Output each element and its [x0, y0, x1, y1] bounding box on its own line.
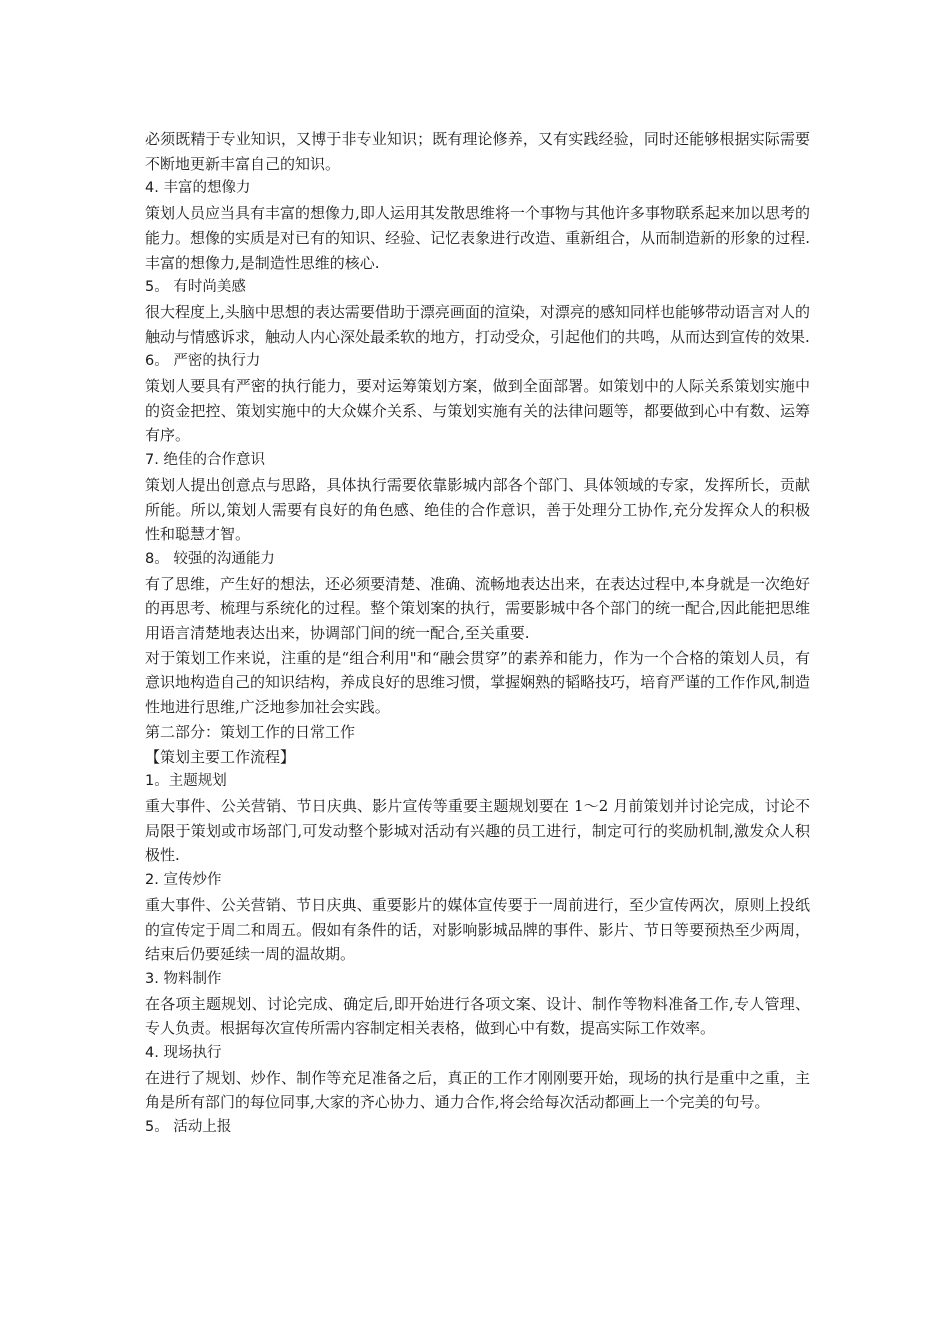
paragraph: 对于策划工作来说，注重的是“组合利用"和“融会贯穿”的素养和能力，作为一个合格的策划人员，有意识地构造自己的知识结构，养成良好的思维习惯，掌握娴熟的韬略技巧，培育严谨的工作作风,制造性地进行思维,广泛地参加社会实践。 [145, 648, 810, 717]
paragraph: 在进行了规划、炒作、制作等充足准备之后，真正的工作才刚刚要开始，现场的执行是重中之重，主角是所有部门的每位同事,大家的齐心协力、通力合作,将会给每次活动都画上一个完美的句号。 [145, 1068, 810, 1112]
document-body [145, 127, 810, 1140]
paragraph: 策划人员应当具有丰富的想像力,即人运用其发散思维将一个事物与其他许多事物联系起来加以思考的能力。想像的实质是对已有的知识、经验、记忆表象进行改造、重新组合，从而制造新的形象的过程.丰富的想像力,是制造性思维的核心. [145, 204, 810, 272]
section-heading: 5。 活动上报 [145, 1119, 232, 1136]
paragraph: 有了思维，产生好的想法，还必须要清楚、准确、流畅地表达出来，在表达过程中,本身就是一次绝好的再思考、梳理与系统化的过程。整个策划案的执行，需要影城中各个部门的统一配合,因此能把思维用语言清楚地表达出来，协调部门间的统一配合,至关重要. [145, 574, 810, 643]
section-heading: 4. 丰富的想像力 [145, 180, 251, 197]
paragraph: 重大事件、公关营销、节日庆典、影片宣传等重要主题规划要在 1～2 月前策划并讨论完成，讨论不局限于策划或市场部门,可发动整个影城对活动有兴趣的员工进行，制定可行的奖励机制,激发众人积极性. [145, 796, 810, 865]
paragraph: 策划人提出创意点与思路，具体执行需要依靠影城内部各个部门、具体领域的专家，发挥所长，贡献所能。所以,策划人需要有良好的角色感、绝佳的合作意识，善于处理分工协作,充分发挥众人的积极性和聪慧才智。 [145, 475, 810, 544]
paragraph: 策划人要具有严密的执行能力，要对运筹策划方案，做到全面部署。如策划中的人际关系策划实施中的资金把控、策划实施中的大众媒介关系、与策划实施有关的法律问题等，都要做到心中有数、运筹有序。 [145, 377, 810, 445]
section-title: 【策划主要工作流程】 [145, 747, 296, 766]
section-heading: 1。主题规划 [145, 773, 227, 790]
part-title: 第二部分：策划工作的日常工作 [145, 722, 356, 741]
section-heading: 5。 有时尚美感 [145, 279, 246, 296]
paragraph: 重大事件、公关营销、节日庆典、重要影片的媒体宣传要于一周前进行，至少宣传两次，原则上投纸的宣传定于周二和周五。假如有条件的话，对影响影城品牌的事件、影片、节日等要预热至少两周，结束后仍要延续一周的温故期。 [145, 895, 810, 964]
section-heading: 4. 现场执行 [145, 1045, 222, 1062]
section-heading: 8。 较强的沟通能力 [145, 550, 275, 567]
section-heading: 3. 物料制作 [145, 970, 222, 987]
section-heading: 2. 宣传炒作 [145, 872, 222, 889]
paragraph: 必须既精于专业知识，又博于非专业知识；既有理论修养，又有实践经验，同时还能够根据实际需要不断地更新丰富自己的知识。 [145, 130, 810, 173]
section-heading: 6。 严密的执行力 [145, 353, 261, 370]
paragraph: 很大程度上,头脑中思想的表达需要借助于漂亮画面的渲染，对漂亮的感知同样也能够带动语言对人的触动与情感诉求，触动人内心深处最柔软的地方，打动受众，引起他们的共鸣，从而达到宣传的效果. [145, 302, 810, 346]
section-heading: 7. 绝佳的合作意识 [145, 452, 265, 469]
paragraph: 在各项主题规划、讨论完成、确定后,即开始进行各项文案、设计、制作等物料准备工作,专人管理、专人负责。根据每次宣传所需内容制定相关表格，做到心中有数，提高实际工作效率。 [145, 994, 810, 1038]
